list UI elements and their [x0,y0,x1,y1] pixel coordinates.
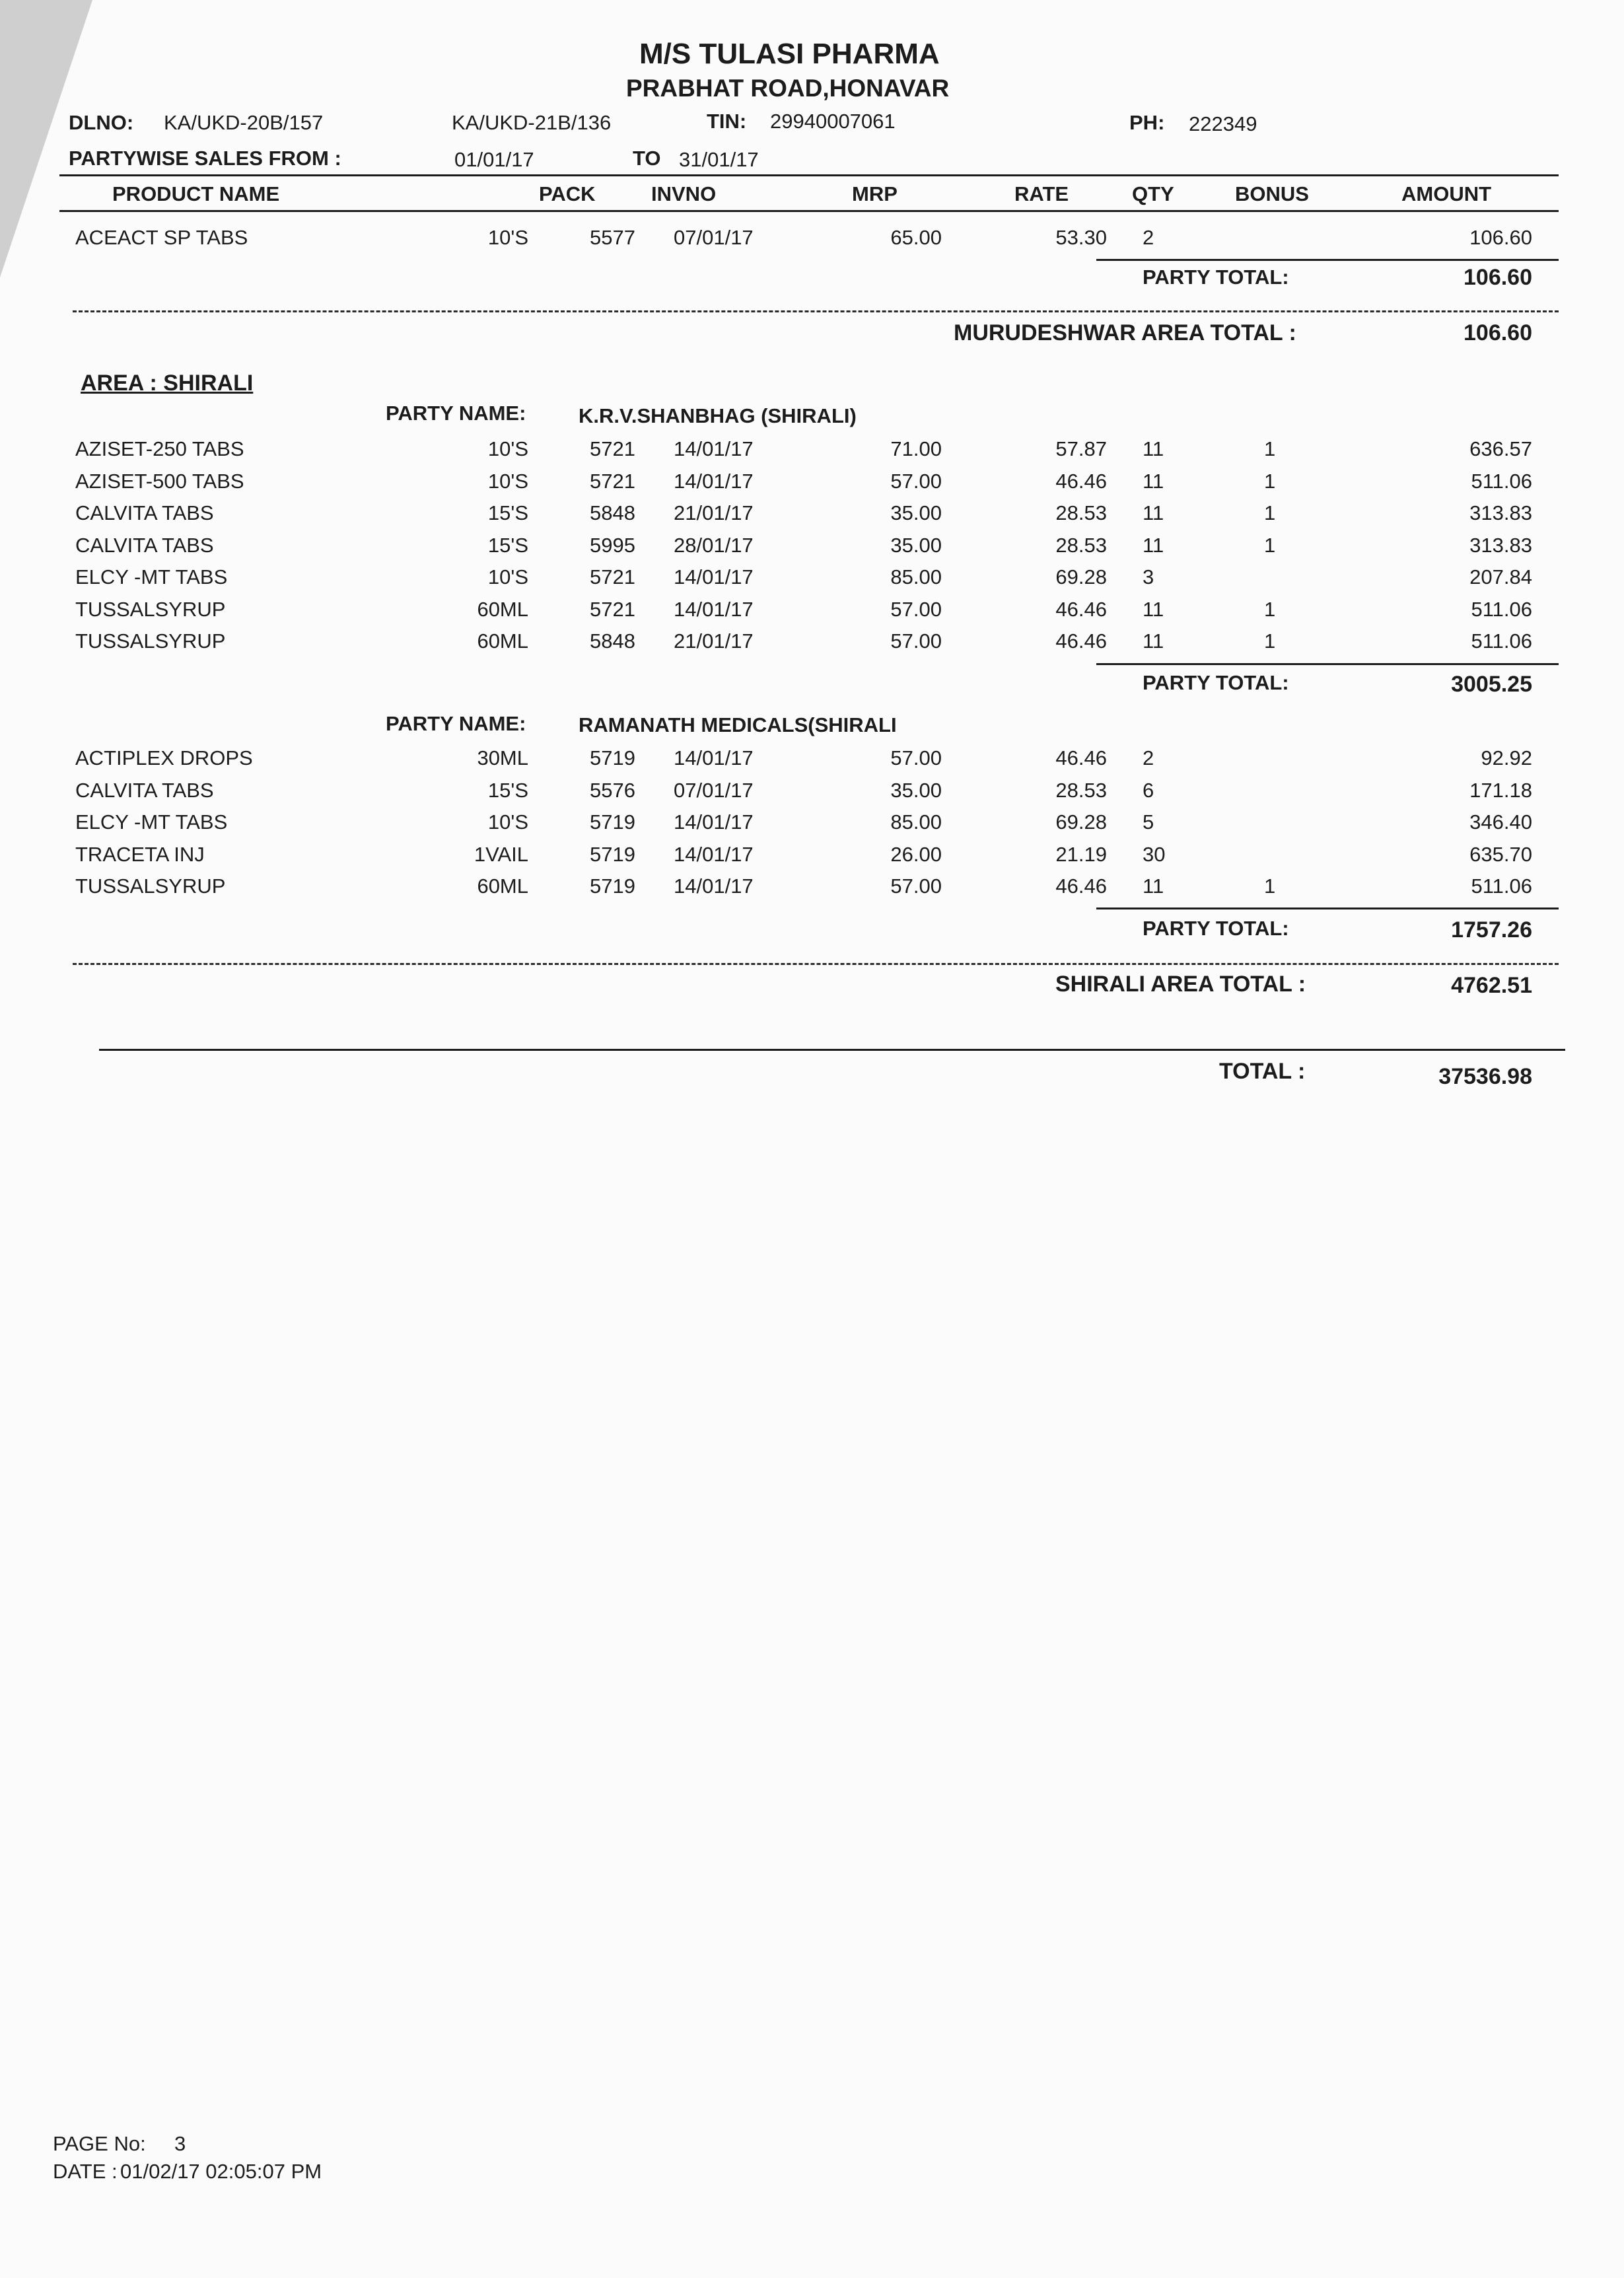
grand-total-label: TOTAL : [1219,1059,1306,1084]
cell-qty: 2 [1143,746,1154,769]
party1-total-rule [1096,663,1559,665]
cell-invoice-date: 28/01/17 [674,533,754,557]
cell-mrp: 35.00 [890,501,942,524]
cell-rate: 57.87 [1055,437,1107,460]
murudeshwar-area-total-label: MURUDESHWAR AREA TOTAL : [954,320,1296,345]
cell-pack: 60ML [477,597,528,621]
cell-mrp: 35.00 [890,778,942,802]
cell-product-name: CALVITA TABS [75,501,214,524]
cell-product-name: ACEACT SP TABS [75,226,248,249]
cell-invoice-date: 14/01/17 [674,842,754,866]
col-rate: RATE [1014,182,1069,205]
cell-pack: 60ML [477,874,528,898]
col-pack: PACK [539,182,596,205]
cell-rate: 46.46 [1055,469,1107,493]
cell-amount: 313.83 [1469,533,1532,557]
top-party-total-label: PARTY TOTAL: [1143,266,1289,289]
cell-product-name: ELCY -MT TABS [75,810,228,834]
col-qty: QTY [1132,182,1174,205]
cell-rate: 69.28 [1055,565,1107,588]
cell-bonus: 1 [1264,501,1276,524]
cell-mrp: 57.00 [890,746,942,769]
cell-qty: 11 [1143,874,1164,898]
cell-qty: 6 [1143,778,1154,802]
cell-mrp: 65.00 [890,226,942,249]
cell-bonus: 1 [1264,533,1276,557]
cell-pack: 10'S [487,565,528,588]
cell-qty: 11 [1143,629,1164,653]
report-label: PARTYWISE SALES FROM : [69,147,341,170]
area-heading: AREA : SHIRALI [81,371,254,396]
col-mrp: MRP [852,182,898,205]
party1-name-label: PARTY NAME: [386,402,526,425]
to-date: 31/01/17 [679,148,759,171]
cell-invoice-date: 14/01/17 [674,874,754,898]
cell-invoice-no: 5721 [590,597,635,621]
cell-qty: 11 [1143,469,1164,493]
col-bonus: BONUS [1235,182,1309,205]
cell-amount: 92.92 [1481,746,1532,769]
cell-invoice-date: 14/01/17 [674,565,754,588]
phone-value: 222349 [1189,112,1257,135]
cell-invoice-date: 07/01/17 [674,778,754,802]
cell-product-name: TRACETA INJ [75,842,205,866]
dlno-1: KA/UKD-20B/157 [164,111,324,134]
cell-qty: 11 [1143,437,1164,460]
murudeshwar-area-total-value: 106.60 [1464,320,1532,345]
cell-pack: 1VAIL [474,842,528,866]
col-invno: INVNO [651,182,717,205]
cell-mrp: 57.00 [890,469,942,493]
cell-qty: 30 [1143,842,1166,866]
cell-qty: 11 [1143,597,1164,621]
cell-invoice-no: 5848 [590,629,635,653]
cell-product-name: CALVITA TABS [75,778,214,802]
cell-amount: 346.40 [1469,810,1532,834]
top-party-total-value: 106.60 [1464,265,1532,290]
cell-bonus: 1 [1264,629,1276,653]
cell-invoice-no: 5719 [590,842,635,866]
shirali-area-total-value: 4762.51 [1451,973,1532,998]
dashed-separator-2 [73,963,1559,965]
tin-value: 29940007061 [770,110,896,133]
cell-bonus: 1 [1264,469,1276,493]
cell-mrp: 57.00 [890,629,942,653]
print-date: 01/02/17 02:05:07 PM [120,2160,322,2183]
cell-amount: 511.06 [1471,469,1532,493]
party1-total-label: PARTY TOTAL: [1143,671,1289,694]
grand-total-rule [99,1049,1565,1051]
cell-amount: 511.06 [1471,629,1532,653]
grand-total-value: 37536.98 [1438,1064,1532,1089]
cell-invoice-no: 5721 [590,565,635,588]
to-label: TO [633,147,661,170]
cell-product-name: TUSSALSYRUP [75,874,226,898]
cell-product-name: ACTIPLEX DROPS [75,746,253,769]
phone-label: PH: [1129,111,1165,134]
cell-amount: 313.83 [1469,501,1532,524]
party2-name: RAMANATH MEDICALS(SHIRALI [579,713,897,736]
cell-amount: 106.60 [1469,226,1532,249]
cell-rate: 21.19 [1055,842,1107,866]
cell-pack: 15'S [487,778,528,802]
cell-product-name: TUSSALSYRUP [75,629,226,653]
cell-mrp: 26.00 [890,842,942,866]
cell-rate: 53.30 [1055,226,1107,249]
cell-qty: 11 [1143,533,1164,557]
cell-rate: 46.46 [1055,629,1107,653]
cell-mrp: 85.00 [890,810,942,834]
top-party-total-rule [1096,259,1559,261]
cell-invoice-no: 5719 [590,810,635,834]
cell-mrp: 35.00 [890,533,942,557]
col-amount: AMOUNT [1401,182,1492,205]
shirali-area-total-label: SHIRALI AREA TOTAL : [1055,972,1306,997]
cell-rate: 46.46 [1055,746,1107,769]
cell-invoice-no: 5719 [590,874,635,898]
cell-pack: 10'S [487,469,528,493]
cell-mrp: 71.00 [890,437,942,460]
cell-invoice-date: 14/01/17 [674,469,754,493]
party2-total-label: PARTY TOTAL: [1143,917,1289,940]
cell-rate: 28.53 [1055,778,1107,802]
dashed-separator-1 [73,310,1559,312]
cell-mrp: 57.00 [890,874,942,898]
page-number: 3 [174,2132,186,2155]
cell-rate: 28.53 [1055,533,1107,557]
cell-invoice-date: 14/01/17 [674,746,754,769]
cell-product-name: AZISET-250 TABS [75,437,244,460]
party1-total-value: 3005.25 [1451,672,1532,697]
cell-pack: 10'S [487,437,528,460]
cell-product-name: TUSSALSYRUP [75,597,226,621]
cell-invoice-no: 5721 [590,437,635,460]
cell-invoice-date: 14/01/17 [674,437,754,460]
cell-qty: 3 [1143,565,1154,588]
cell-product-name: CALVITA TABS [75,533,214,557]
cell-pack: 15'S [487,501,528,524]
cell-bonus: 1 [1264,597,1276,621]
cell-amount: 511.06 [1471,874,1532,898]
cell-qty: 5 [1143,810,1154,834]
cell-amount: 636.57 [1469,437,1532,460]
cell-bonus: 1 [1264,437,1276,460]
cell-product-name: ELCY -MT TABS [75,565,228,588]
cell-pack: 10'S [487,226,528,249]
cell-invoice-no: 5721 [590,469,635,493]
cell-invoice-date: 07/01/17 [674,226,754,249]
cell-mrp: 85.00 [890,565,942,588]
cell-qty: 2 [1143,226,1154,249]
cell-rate: 69.28 [1055,810,1107,834]
cell-amount: 171.18 [1469,778,1532,802]
dlno-2: KA/UKD-21B/136 [452,111,612,134]
cell-invoice-no: 5719 [590,746,635,769]
company-name: M/S TULASI PHARMA [639,38,940,70]
cell-rate: 46.46 [1055,597,1107,621]
cell-invoice-date: 21/01/17 [674,629,754,653]
cell-rate: 46.46 [1055,874,1107,898]
cell-bonus: 1 [1264,874,1276,898]
cell-pack: 10'S [487,810,528,834]
from-date: 01/01/17 [454,148,534,171]
cell-product-name: AZISET-500 TABS [75,469,244,493]
print-date-label: DATE : [53,2160,118,2183]
cell-mrp: 57.00 [890,597,942,621]
cell-amount: 207.84 [1469,565,1532,588]
dlno-label: DLNO: [69,111,134,134]
cell-amount: 511.06 [1471,597,1532,621]
cell-invoice-date: 21/01/17 [674,501,754,524]
company-address: PRABHAT ROAD,HONAVAR [626,75,950,102]
cell-pack: 30ML [477,746,528,769]
tin-label: TIN: [707,110,747,133]
header-rule-top [59,174,1559,176]
cell-qty: 11 [1143,501,1164,524]
cell-invoice-no: 5577 [590,226,635,249]
page-number-label: PAGE No: [53,2132,146,2155]
cell-invoice-date: 14/01/17 [674,810,754,834]
party1-name: K.R.V.SHANBHAG (SHIRALI) [579,404,857,427]
cell-invoice-no: 5848 [590,501,635,524]
party2-name-label: PARTY NAME: [386,712,526,735]
cell-invoice-no: 5576 [590,778,635,802]
cell-invoice-date: 14/01/17 [674,597,754,621]
cell-pack: 15'S [487,533,528,557]
header-rule-bottom [59,210,1559,212]
col-product: PRODUCT NAME [112,182,280,205]
party2-total-rule [1096,908,1559,909]
cell-pack: 60ML [477,629,528,653]
cell-rate: 28.53 [1055,501,1107,524]
cell-amount: 635.70 [1469,842,1532,866]
cell-invoice-no: 5995 [590,533,635,557]
party2-total-value: 1757.26 [1451,917,1532,943]
